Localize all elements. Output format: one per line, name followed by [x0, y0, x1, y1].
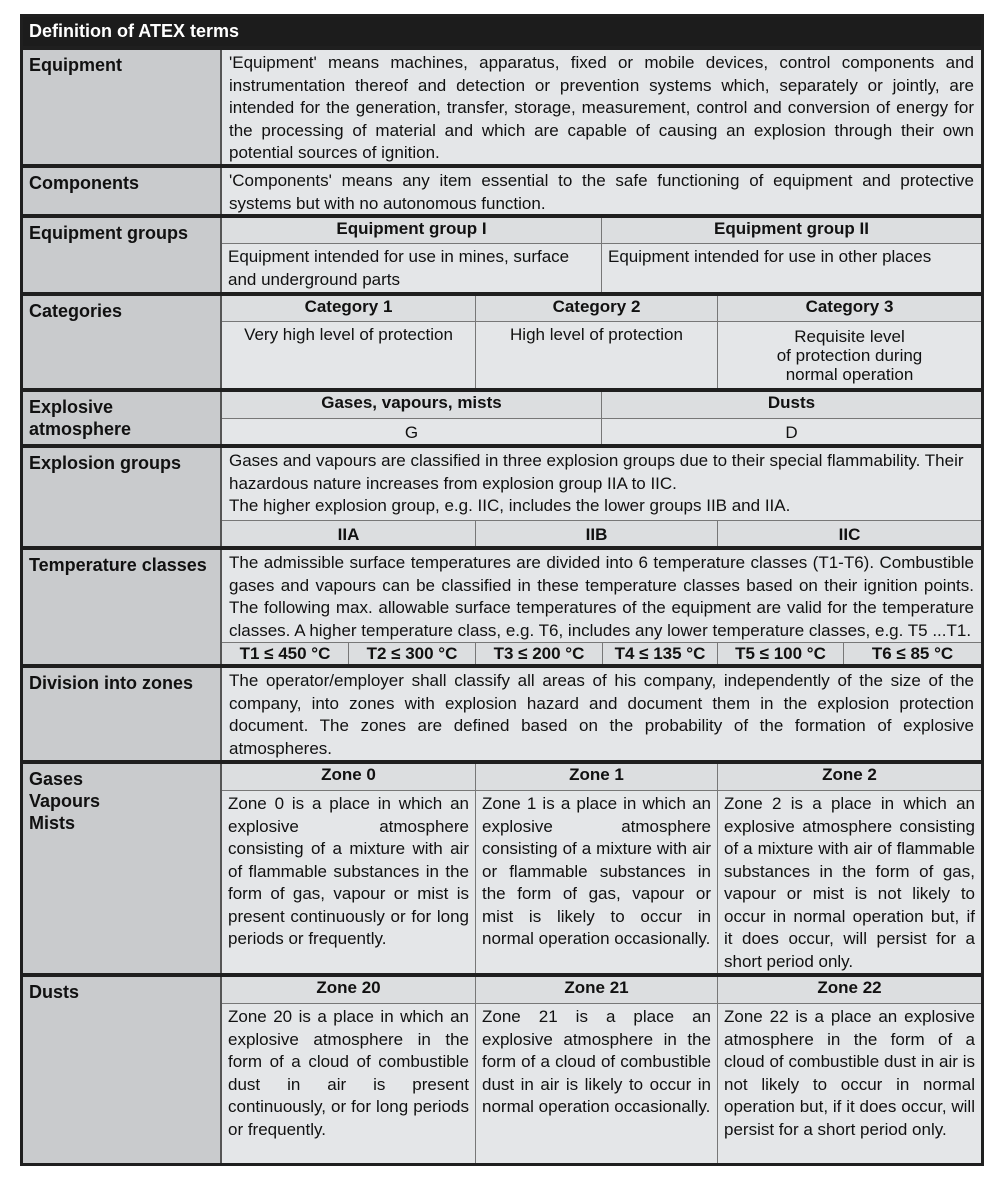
gases-vapours-mists-header: Gases, vapours, mists — [222, 392, 602, 419]
row-label-dusts: Dusts — [23, 977, 222, 1163]
row-categories — [23, 292, 981, 388]
explosion-groups-description: Gases and vapours are classified in three explosion groups due to their special flammability. Their hazardous nature increases from explosion group IIA to IIC. — [229, 451, 964, 493]
row-label-explosive-atmosphere: Explosive atmosphere — [23, 392, 222, 444]
zone-21-header: Zone 21 — [476, 977, 718, 1004]
category-1-description: Very high level of protection — [222, 322, 476, 388]
division-into-zones-description: The operator/employer shall classify all areas of his company, independently of the size of the company, into zones with explosion hazard and document them in the explosion protection document. The zones are defined based on the probability of the formation of explosive atmospheres. — [229, 671, 974, 758]
zone-20-description: Zone 20 is a place in which an explosive atmosphere in the form of a cloud of combustible dust in air is present continuously, or for long periods or frequently. — [222, 1004, 476, 1163]
equipment-group-i-header: Equipment group I — [222, 218, 602, 244]
row-temperature-classes — [23, 546, 981, 664]
zone-22-header: Zone 22 — [718, 977, 981, 1004]
zone-21-description: Zone 21 is a place an explosive atmosphere in the form of a cloud of combustible dust in air is likely to occur in normal operation occasionally. — [476, 1004, 718, 1163]
equipment-group-i-description: Equipment intended for use in mines, surface and underground parts — [222, 244, 602, 292]
table-title: Definition of ATEX terms — [23, 17, 981, 46]
explosion-group-iib: IIB — [476, 521, 718, 546]
row-gas-zones — [23, 760, 981, 973]
components-definition: 'Components' means any item essential to the safe functioning of equipment and protective systems but with no autonomous function. — [229, 171, 974, 213]
zone-22-description: Zone 22 is a place an explosive atmosphere in the form of a cloud of combustible dust in air is not likely to occur in normal operation but, if it does occur, will persist for a short period only. — [724, 1007, 975, 1139]
equipment-definition: 'Equipment' means machines, apparatus, fixed or mobile devices, control components and instrumentation thereof and detection or prevention systems which, separately or jointly, are intended for the generation, transfer, storage, measurement, control and conversion of energy for the processing of material and which are capable of causing an explosion through their own potential sources of ignition. — [229, 53, 974, 162]
atex-terms-table — [20, 14, 984, 1166]
zone-1-header: Zone 1 — [476, 764, 718, 791]
temperature-class-t2: T2 ≤ 300 °C — [349, 643, 476, 664]
equipment-group-ii-header: Equipment group II — [602, 218, 981, 244]
temperature-class-t4: T4 ≤ 135 °C — [603, 643, 718, 664]
explosion-groups-note: The higher explosion group, e.g. IIC, includes the lower groups IIB and IIA. — [229, 496, 791, 515]
temperature-class-t6: T6 ≤ 85 °C — [844, 643, 981, 664]
row-label-equipment-groups: Equipment groups — [23, 218, 222, 292]
row-equipment-groups — [23, 214, 981, 292]
category-1-header: Category 1 — [222, 296, 476, 322]
row-label-division-into-zones: Division into zones — [23, 668, 222, 760]
zone-2-description: Zone 2 is a place in which an explosive atmosphere consisting of a mixture with air of flammable substances in the form of gas, vapour or mist is not likely to occur in normal operation but, if it does occur, will persist for a short period only. — [724, 794, 975, 971]
row-label-components: Components — [23, 168, 222, 214]
explosion-group-iic: IIC — [718, 521, 981, 546]
zone-0-header: Zone 0 — [222, 764, 476, 791]
row-label-equipment: Equipment — [23, 50, 222, 164]
temperature-classes-description: The admissible surface temperatures are divided into 6 temperature classes (T1-T6). Combustible gases and vapours can be classified in these temperature classes based on their ignition points. The following max. allowable surface temperatures of the equipment are valid for the temperature classes. A higher temperature class, e.g. T6, includes any lower temperature classes, e.g. T5 ...T1. — [229, 553, 974, 640]
gases-code: G — [222, 419, 602, 444]
row-explosive-atmosphere — [23, 388, 981, 444]
category-3-header: Category 3 — [718, 296, 981, 322]
row-label-temperature-classes: Temperature classes — [23, 550, 222, 664]
row-label-explosion-groups: Explosion groups — [23, 448, 222, 546]
dusts-header: Dusts — [602, 392, 981, 419]
row-explosion-groups — [23, 444, 981, 546]
temperature-class-t5: T5 ≤ 100 °C — [718, 643, 844, 664]
category-3-description: Requisite level of protection during normal operation — [776, 327, 923, 384]
zone-2-header: Zone 2 — [718, 764, 981, 791]
category-2-description: High level of protection — [476, 322, 718, 388]
temperature-class-t1: T1 ≤ 450 °C — [222, 643, 349, 664]
zone-0-description: Zone 0 is a place in which an explosive atmosphere consisting of a mixture with air of flammable substances in the form of gas, vapour or mist is present continuously or for long periods or frequently. — [222, 791, 476, 973]
dusts-code: D — [785, 423, 798, 442]
zone-20-header: Zone 20 — [222, 977, 476, 1004]
explosion-group-iia: IIA — [222, 521, 476, 546]
row-label-categories: Categories — [23, 296, 222, 388]
category-2-header: Category 2 — [476, 296, 718, 322]
row-division-into-zones — [23, 664, 981, 760]
row-equipment — [23, 46, 981, 164]
temperature-class-t3: T3 ≤ 200 °C — [476, 643, 603, 664]
row-dust-zones — [23, 973, 981, 1163]
equipment-group-ii-description: Equipment intended for use in other places — [608, 247, 932, 266]
row-components — [23, 164, 981, 214]
zone-1-description: Zone 1 is a place in which an explosive atmosphere consisting of a mixture with air or flammable substances in the form of gas, vapour or mist is likely to occur in normal operation occasionally. — [476, 791, 718, 973]
row-label-gases-vapours-mists: Gases Vapours Mists — [23, 764, 222, 973]
